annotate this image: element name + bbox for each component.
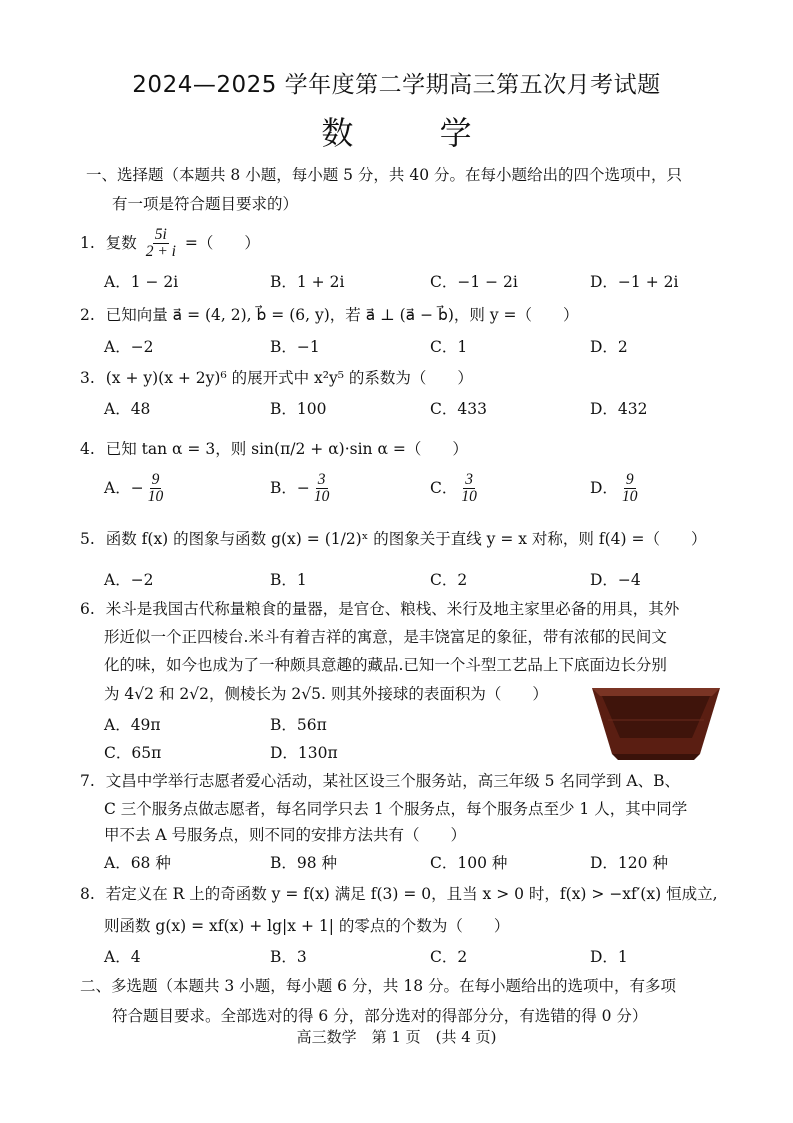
question-text: 已知 tan α = 3，则 sin(π/2 + α)·sin α =（ ） bbox=[105, 440, 468, 458]
option-label: A． bbox=[104, 478, 131, 497]
question-3 bbox=[80, 366, 473, 388]
section2-heading-cont: 符合题目要求。全部选对的得 6 分，部分选对的得部分分，有选错的得 0 分） bbox=[112, 1007, 648, 1025]
question-6 bbox=[80, 597, 679, 619]
q1-option-c[interactable]: C．−1 − 2i bbox=[430, 273, 518, 291]
question-8 bbox=[80, 882, 718, 904]
option-sign: − bbox=[130, 478, 144, 497]
q7-option-d[interactable]: D．120 种 bbox=[590, 854, 668, 872]
q4-option-b[interactable] bbox=[270, 472, 333, 506]
q1-option-b[interactable]: B．1 + 2i bbox=[270, 273, 345, 291]
question-4 bbox=[80, 437, 468, 459]
fraction-numerator: 9 bbox=[151, 471, 160, 488]
question-6-line3: 化的味，如今也成为了一种颇具意趣的藏品.已知一个斗型工艺品上下底面边长分别 bbox=[104, 656, 667, 674]
q7-option-b[interactable]: B．98 种 bbox=[270, 854, 338, 872]
q6-option-d[interactable]: D．130π bbox=[270, 744, 338, 762]
question-number: 2. bbox=[80, 306, 95, 324]
question-text: 米斗是我国古代称量粮食的量器，是官仓、粮栈、米行及地主家里必备的用具，其外 bbox=[105, 600, 680, 618]
question-text: 若定义在 R 上的奇函数 y = f(x) 满足 f(3) = 0，且当 x > 0 时，f(x) > −xf′(x) 恒成立, bbox=[105, 885, 718, 903]
subject-title: 数 学 bbox=[321, 114, 510, 152]
q8-option-d[interactable]: D．1 bbox=[590, 948, 628, 966]
dou-rim bbox=[592, 688, 720, 696]
dou-base bbox=[612, 754, 700, 760]
fraction-numerator: 9 bbox=[625, 471, 634, 488]
option-label: C． bbox=[430, 478, 458, 497]
fraction-denominator: 10 bbox=[621, 488, 638, 506]
q8-option-b[interactable]: B．3 bbox=[270, 948, 307, 966]
q5-option-c[interactable]: C．2 bbox=[430, 571, 468, 589]
question-number: 3. bbox=[80, 369, 95, 387]
question-text: 函数 f(x) 的图象与函数 g(x) = (1/2)ˣ 的图象关于直线 y = x 对称，则 f(4) =（ ） bbox=[105, 530, 707, 548]
q2-option-c[interactable]: C．1 bbox=[430, 338, 468, 356]
option-sign: − bbox=[296, 478, 310, 497]
q8-option-a[interactable]: A．4 bbox=[104, 948, 141, 966]
question-text: 复数 bbox=[105, 233, 137, 252]
question-6-line4: 为 4√2 和 2√2，侧棱长为 2√5. 则其外接球的表面积为（ ） bbox=[104, 685, 548, 703]
question-7 bbox=[80, 769, 680, 791]
q2-option-b[interactable]: B．−1 bbox=[270, 338, 320, 356]
question-number: 7. bbox=[80, 772, 95, 790]
q1-option-d[interactable]: D．−1 + 2i bbox=[590, 273, 679, 291]
section1-heading: 一、选择题（本题共 8 小题，每小题 5 分，共 40 分。在每小题给出的四个选项中，只 bbox=[86, 166, 683, 184]
page-title: 2024—2025 学年度第二学期高三第五次月考试题 bbox=[132, 72, 661, 98]
q6-option-a[interactable]: A．49π bbox=[104, 716, 161, 734]
q2-option-d[interactable]: D．2 bbox=[590, 338, 628, 356]
mi-dou-photo bbox=[588, 680, 724, 760]
question-1 bbox=[80, 227, 260, 261]
q4-option-a[interactable] bbox=[104, 472, 167, 506]
q3-option-a[interactable]: A．48 bbox=[104, 400, 151, 418]
q8-option-c[interactable]: C．2 bbox=[430, 948, 468, 966]
option-label: D． bbox=[590, 478, 618, 497]
fraction bbox=[144, 227, 178, 261]
q5-option-d[interactable]: D．−4 bbox=[590, 571, 641, 589]
question-5 bbox=[80, 527, 706, 549]
question-6-line2: 形近似一个正四棱台.米斗有着吉祥的寓意，是丰饶富足的象征，带有浓郁的民间文 bbox=[104, 628, 667, 646]
q5-option-b[interactable]: B．1 bbox=[270, 571, 307, 589]
q6-option-b[interactable]: B．56π bbox=[270, 716, 327, 734]
question-number: 8. bbox=[80, 885, 95, 903]
question-7-line2: C 三个服务点做志愿者，每名同学只去 1 个服务点，每个服务点至少 1 人，其中同学 bbox=[104, 800, 688, 818]
q1-option-a[interactable]: A．1 − 2i bbox=[104, 273, 179, 291]
question-text: 文昌中学举行志愿者爱心活动，某社区设三个服务站，高三年级 5 名同学到 A、B、 bbox=[105, 772, 680, 790]
question-2 bbox=[80, 303, 579, 325]
question-text: (x + y)(x + 2y)⁶ 的展开式中 x²y⁵ 的系数为（ ） bbox=[105, 369, 473, 387]
q7-option-a[interactable]: A．68 种 bbox=[104, 854, 171, 872]
q3-option-c[interactable]: C．433 bbox=[430, 400, 487, 418]
q2-option-a[interactable]: A．−2 bbox=[104, 338, 154, 356]
question-number: 4. bbox=[80, 440, 95, 458]
fraction-denominator: 2 + i bbox=[145, 243, 176, 261]
question-8-line2: 则函数 g(x) = xf(x) + lg|x + 1| 的零点的个数为（ ） bbox=[104, 917, 510, 935]
q4-option-c[interactable] bbox=[430, 472, 481, 506]
fraction-numerator: 3 bbox=[465, 471, 473, 488]
question-text-end: =（ ） bbox=[184, 233, 260, 252]
option-label: B． bbox=[270, 478, 297, 497]
q3-option-b[interactable]: B．100 bbox=[270, 400, 327, 418]
question-number: 5. bbox=[80, 530, 95, 548]
question-text: 已知向量 a⃗ = (4, 2), b⃗ = (6, y)，若 a⃗ ⊥ (a⃗ − b⃗)，则 y =（ ） bbox=[105, 306, 579, 324]
q3-option-d[interactable]: D．432 bbox=[590, 400, 648, 418]
question-number: 6. bbox=[80, 600, 95, 618]
q6-option-c[interactable]: C．65π bbox=[104, 744, 162, 762]
fraction-numerator: 5i bbox=[154, 226, 167, 243]
page-footer: 高三数学 第 1 页 (共 4 页) bbox=[296, 1028, 497, 1046]
q5-option-a[interactable]: A．−2 bbox=[104, 571, 154, 589]
fraction-denominator: 10 bbox=[147, 488, 164, 506]
fraction-numerator: 3 bbox=[317, 471, 326, 488]
fraction-denominator: 10 bbox=[461, 488, 477, 506]
section2-heading: 二、多选题（本题共 3 小题，每小题 6 分，共 18 分。在每小题给出的选项中，有多项 bbox=[80, 977, 677, 995]
question-number: 1. bbox=[80, 233, 95, 252]
question-7-line3: 甲不去 A 号服务点，则不同的安排方法共有（ ） bbox=[104, 826, 467, 844]
dou-inner bbox=[602, 696, 710, 738]
q7-option-c[interactable]: C．100 种 bbox=[430, 854, 508, 872]
section1-heading-cont: 有一项是符合题目要求的） bbox=[112, 195, 299, 213]
q4-option-d[interactable] bbox=[590, 472, 641, 506]
fraction-denominator: 10 bbox=[313, 488, 330, 506]
